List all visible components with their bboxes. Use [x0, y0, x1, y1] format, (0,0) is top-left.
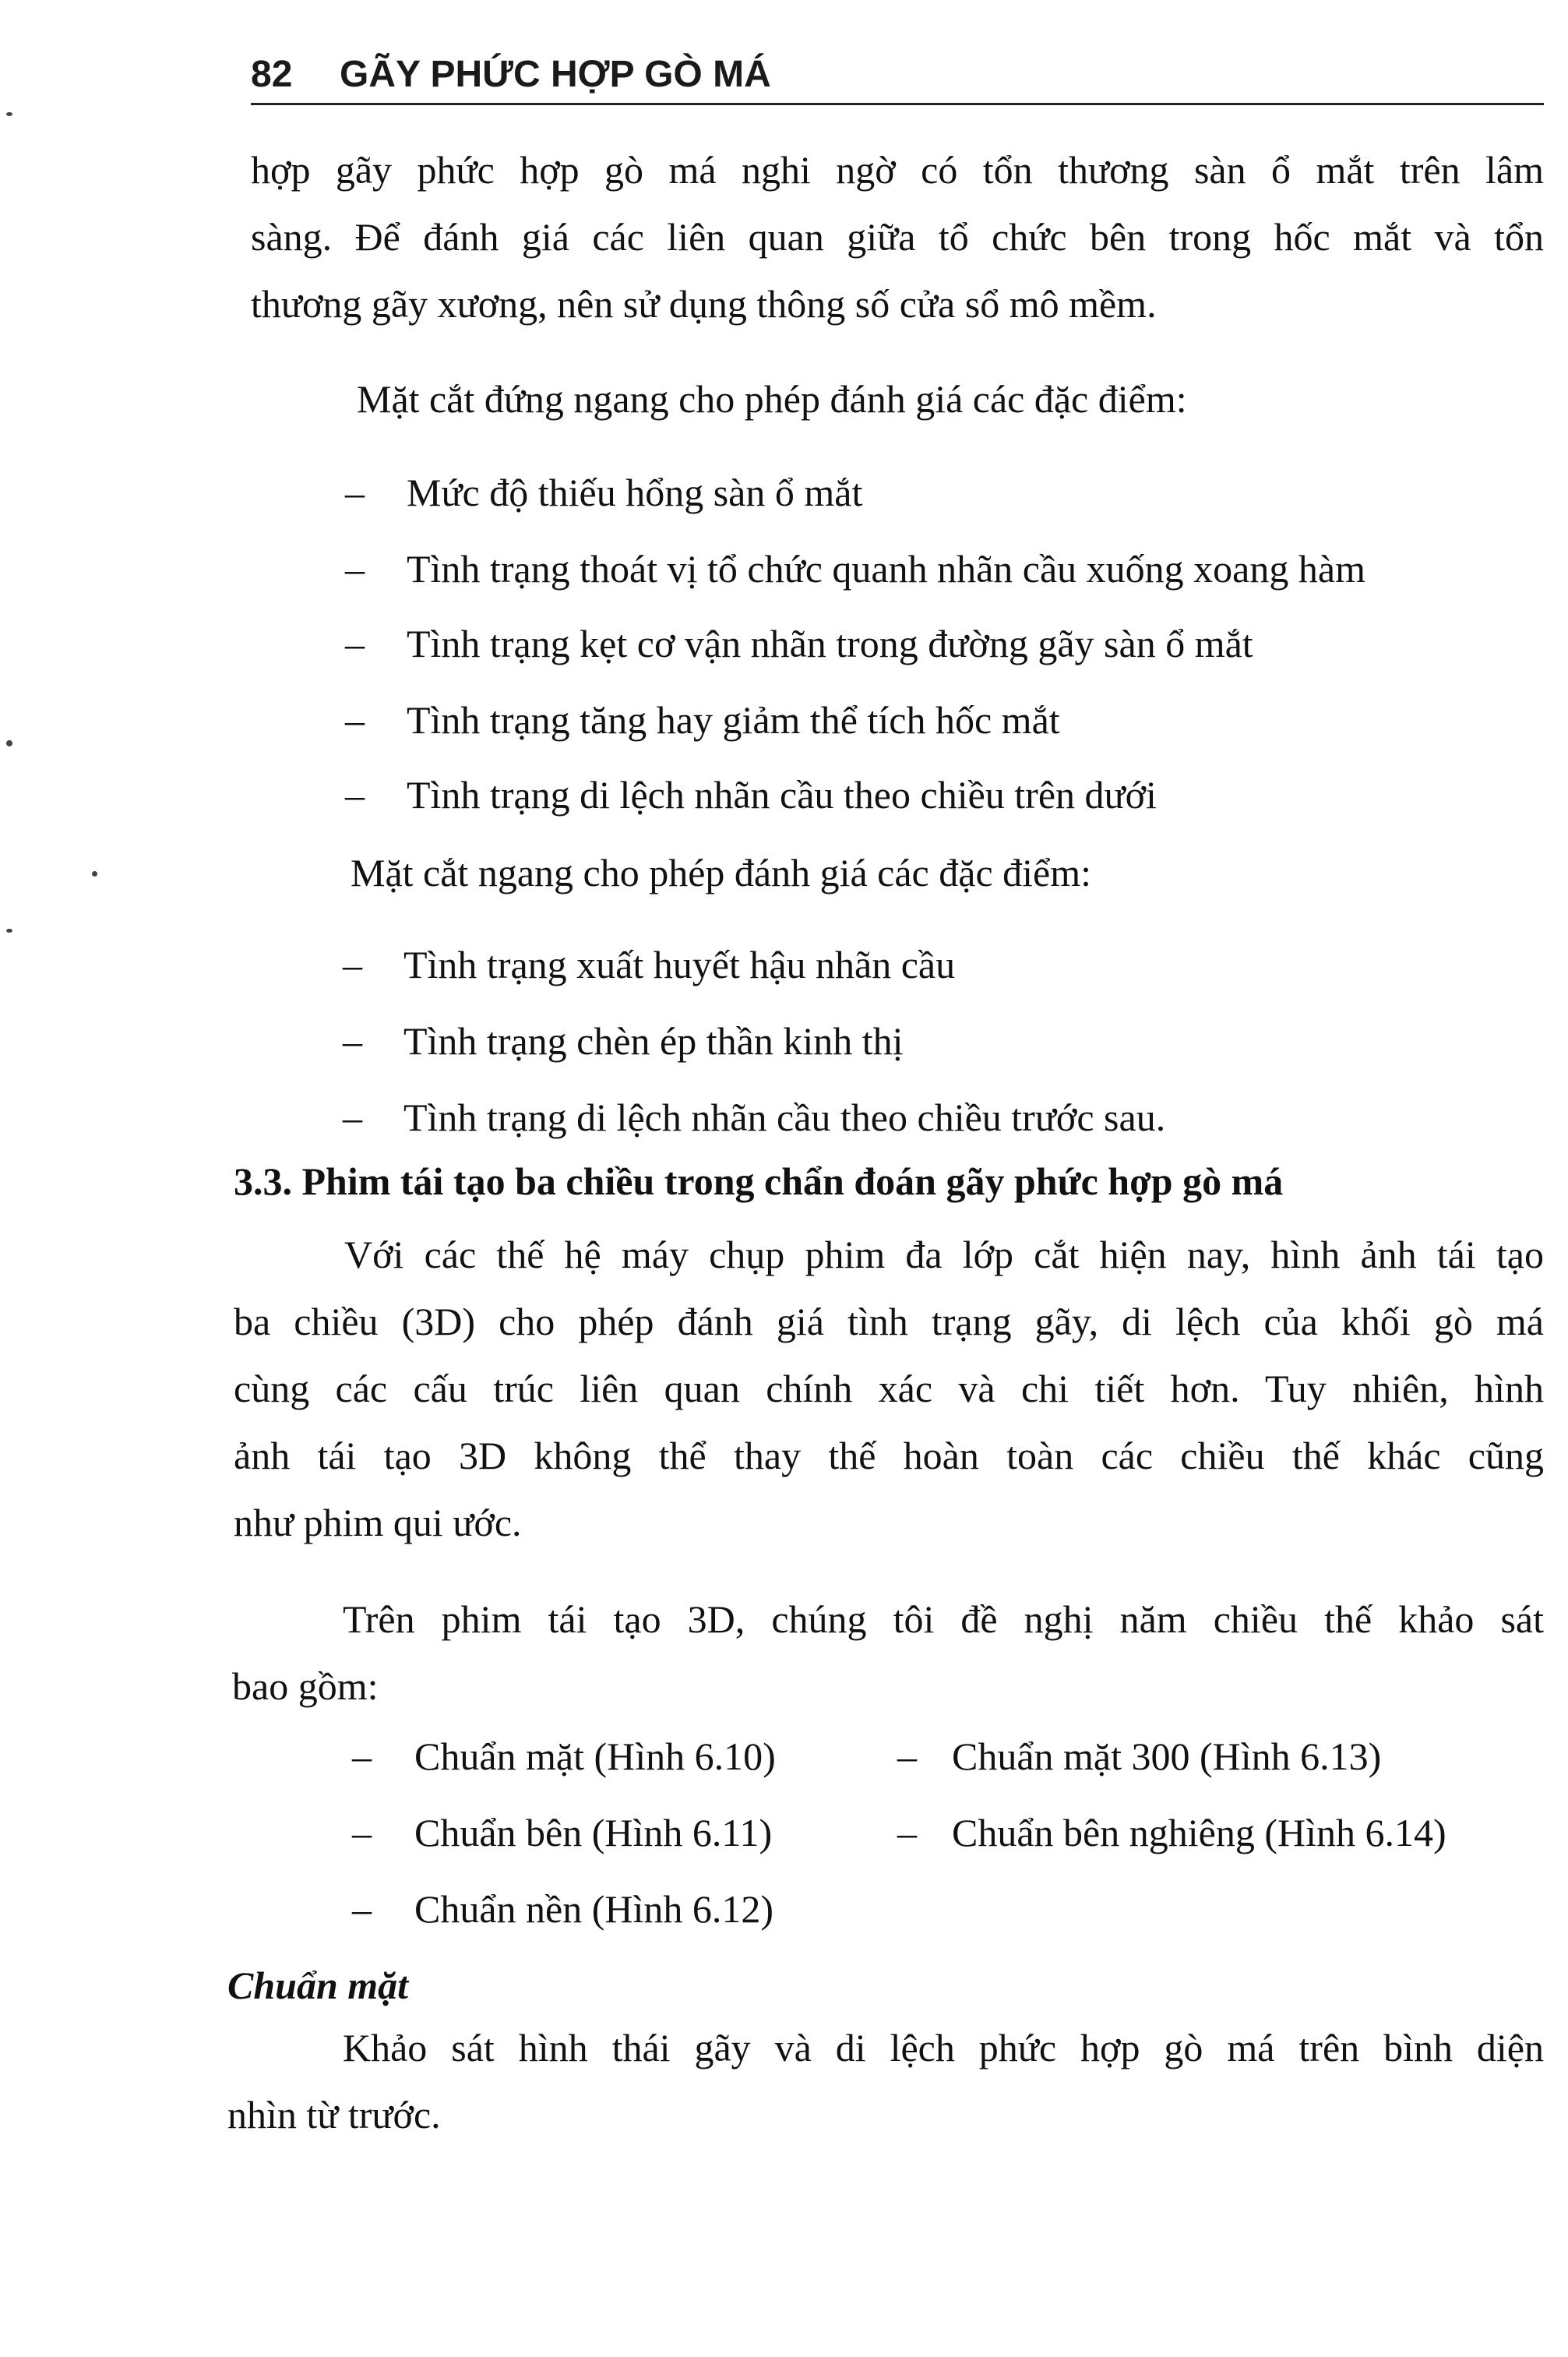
body-line: Trên phim tái tạo 3D, chúng tôi đề nghị năm chiều thế khảo sát — [343, 1597, 1544, 1641]
axial-item: Tình trạng di lệch nhãn cầu theo chiều trước sau. — [403, 1096, 1166, 1139]
bullet-dash: – — [343, 1096, 362, 1139]
scan-speck — [6, 929, 12, 933]
view-item: Chuẩn bên (Hình 6.11) — [414, 1811, 773, 1854]
axial-intro: Mặt cắt ngang cho phép đánh giá các đặc điểm: — [351, 851, 1092, 894]
view-item: Chuẩn mặt 300 (Hình 6.13) — [952, 1734, 1382, 1778]
running-title: GÃY PHỨC HỢP GÒ MÁ — [340, 54, 771, 95]
subsection-heading: Chuẩn mặt — [227, 1964, 409, 2007]
coronal-item: Tình trạng kẹt cơ vận nhãn trong đường gãy sàn ổ mắt — [407, 622, 1253, 665]
scan-speck — [92, 871, 97, 877]
bullet-dash: – — [352, 1811, 372, 1854]
body-line: nhìn từ trước. — [227, 2093, 441, 2136]
scan-speck — [6, 740, 12, 746]
body-line: như phim qui ước. — [234, 1501, 522, 1544]
coronal-item: Mức độ thiếu hổng sàn ổ mắt — [407, 471, 863, 514]
body-line: Với các thế hệ máy chụp phim đa lớp cắt hiện nay, hình ảnh tái tạo — [344, 1233, 1544, 1276]
coronal-item: Tình trạng tăng hay giảm thể tích hốc mắt — [407, 698, 1060, 742]
section-heading: 3.3. Phim tái tạo ba chiều trong chẩn đoán gãy phức hợp gò má — [234, 1159, 1284, 1203]
bullet-dash: – — [345, 547, 365, 591]
body-line: ảnh tái tạo 3D không thể thay thế hoàn toàn các chiều thế khác cũng — [234, 1434, 1544, 1477]
intro-line: hợp gãy phức hợp gò má nghi ngờ có tổn thương sàn ổ mắt trên lâm — [251, 148, 1544, 192]
bullet-dash: – — [343, 1019, 362, 1063]
bullet-dash: – — [345, 471, 365, 514]
view-item: Chuẩn nền (Hình 6.12) — [414, 1887, 774, 1931]
bullet-dash: – — [345, 622, 365, 665]
page-number: 82 — [251, 54, 293, 95]
intro-line: sàng. Để đánh giá các liên quan giữa tổ chức bên trong hốc mắt và tổn — [251, 215, 1544, 259]
body-line: bao gồm: — [232, 1664, 379, 1708]
bullet-dash: – — [352, 1887, 372, 1931]
axial-item: Tình trạng chèn ép thần kinh thị — [403, 1019, 904, 1063]
body-line: ba chiều (3D) cho phép đánh giá tình trạng gãy, di lệch của khối gò má — [234, 1300, 1544, 1343]
bullet-dash: – — [352, 1734, 372, 1778]
bullet-dash: – — [897, 1811, 917, 1854]
coronal-intro: Mặt cắt đứng ngang cho phép đánh giá các đặc điểm: — [357, 377, 1187, 421]
bullet-dash: – — [345, 698, 365, 742]
view-item: Chuẩn bên nghiêng (Hình 6.14) — [952, 1811, 1446, 1854]
scan-speck — [6, 112, 12, 116]
page-header — [251, 47, 1544, 105]
coronal-item: Tình trạng thoát vị tổ chức quanh nhãn cầu xuống xoang hàm — [407, 547, 1365, 591]
bullet-dash: – — [345, 773, 365, 817]
bullet-dash: – — [897, 1734, 917, 1778]
view-item: Chuẩn mặt (Hình 6.10) — [414, 1734, 776, 1778]
bullet-dash: – — [343, 943, 362, 986]
coronal-item: Tình trạng di lệch nhãn cầu theo chiều trên dưới — [407, 773, 1157, 817]
body-line: Khảo sát hình thái gãy và di lệch phức hợp gò má trên bình diện — [343, 2026, 1544, 2069]
axial-item: Tình trạng xuất huyết hậu nhãn cầu — [403, 943, 956, 986]
body-line: cùng các cấu trúc liên quan chính xác và chi tiết hơn. Tuy nhiên, hình — [234, 1367, 1544, 1410]
intro-line: thương gãy xương, nên sử dụng thông số cửa sổ mô mềm. — [251, 282, 1157, 326]
